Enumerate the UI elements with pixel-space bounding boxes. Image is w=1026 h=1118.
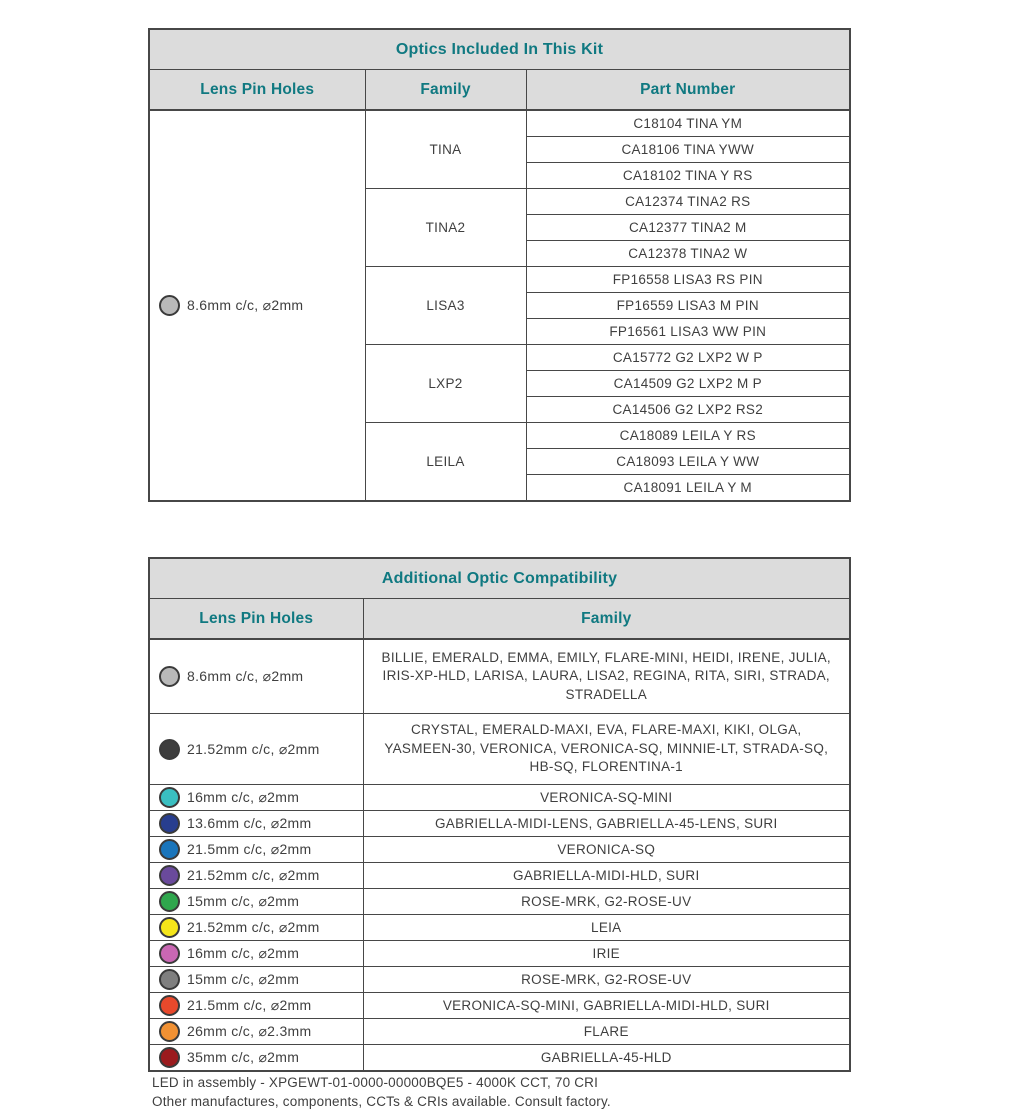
lens-color-swatch-icon: [159, 666, 180, 687]
footer-note-consult-factory: Other manufactures, components, CCTs & CRIs available. Consult factory.: [152, 1094, 611, 1110]
part-number-cell: FP16559 LISA3 M PIN: [526, 293, 850, 319]
part-number-cell: CA18106 TINA YWW: [526, 137, 850, 163]
lens-pin-label: 8.6mm c/c, ⌀2mm: [187, 297, 304, 313]
lens-color-swatch-icon: [159, 739, 180, 760]
table-row: [149, 889, 850, 915]
family-cell: LISA3: [365, 267, 526, 345]
lens-pin-label: 16mm c/c, ⌀2mm: [187, 789, 300, 805]
table-row: [149, 811, 850, 837]
lens-pin-cell: [149, 837, 363, 863]
col-header-part-number: Part Number: [526, 70, 850, 111]
lens-pin-cell: [149, 863, 363, 889]
table-row: [149, 915, 850, 941]
part-number-cell: C18104 TINA YM: [526, 110, 850, 137]
part-number-cell: CA18091 LEILA Y M: [526, 475, 850, 502]
table-row: [149, 599, 850, 640]
lens-color-swatch-icon: [159, 787, 180, 808]
lens-pin-cell: [149, 1019, 363, 1045]
family-list-cell: CRYSTAL, EMERALD-MAXI, EVA, FLARE-MAXI, KIKI, OLGA, YASMEEN-30, VERONICA, VERONICA-SQ, MINNIE-LT, STRADA-SQ, HB-SQ, FLORENTINA-1: [363, 714, 850, 785]
table-row: [149, 639, 850, 714]
lens-pin-cell: [149, 967, 363, 993]
family-list-cell: GABRIELLA-MIDI-LENS, GABRIELLA-45-LENS, SURI: [363, 811, 850, 837]
table-row: [149, 837, 850, 863]
lens-color-swatch-icon: [159, 995, 180, 1016]
table-row: [149, 558, 850, 599]
lens-pin-label: 35mm c/c, ⌀2mm: [187, 1049, 300, 1065]
family-list-cell: IRIE: [363, 941, 850, 967]
table-row: [149, 863, 850, 889]
table-row: [149, 714, 850, 785]
lens-pin-label: 26mm c/c, ⌀2.3mm: [187, 1023, 312, 1039]
lens-color-swatch-icon: [159, 865, 180, 886]
part-number-cell: FP16561 LISA3 WW PIN: [526, 319, 850, 345]
table-row: [149, 1019, 850, 1045]
lens-color-swatch-icon: [159, 917, 180, 938]
part-number-cell: CA12374 TINA2 RS: [526, 189, 850, 215]
lens-pin-cell: [149, 110, 365, 501]
table-row: [149, 967, 850, 993]
part-number-cell: CA12378 TINA2 W: [526, 241, 850, 267]
compat-table: [148, 557, 851, 1072]
col-header-lens-pin-holes: Lens Pin Holes: [149, 70, 365, 111]
lens-pin-label: 21.52mm c/c, ⌀2mm: [187, 919, 320, 935]
table-row: [149, 1045, 850, 1072]
lens-color-swatch-icon: [159, 839, 180, 860]
family-list-cell: VERONICA-SQ-MINI, GABRIELLA-MIDI-HLD, SURI: [363, 993, 850, 1019]
family-cell: LXP2: [365, 345, 526, 423]
lens-pin-cell: [149, 889, 363, 915]
part-number-cell: CA18102 TINA Y RS: [526, 163, 850, 189]
family-cell: TINA: [365, 110, 526, 189]
lens-pin-label: 8.6mm c/c, ⌀2mm: [187, 668, 304, 684]
table-row: [149, 70, 850, 111]
table-row: [149, 785, 850, 811]
lens-pin-cell: [149, 993, 363, 1019]
family-list-cell: GABRIELLA-MIDI-HLD, SURI: [363, 863, 850, 889]
lens-pin-label: 21.5mm c/c, ⌀2mm: [187, 997, 312, 1013]
family-list-cell: FLARE: [363, 1019, 850, 1045]
lens-color-swatch-icon: [159, 1047, 180, 1068]
compat-table-title: Additional Optic Compatibility: [149, 558, 850, 599]
part-number-cell: CA15772 G2 LXP2 W P: [526, 345, 850, 371]
lens-color-swatch-icon: [159, 813, 180, 834]
lens-pin-label: 21.5mm c/c, ⌀2mm: [187, 841, 312, 857]
lens-pin-label: 21.52mm c/c, ⌀2mm: [187, 867, 320, 883]
lens-color-swatch-icon: [159, 943, 180, 964]
lens-color-swatch-icon: [159, 295, 180, 316]
lens-pin-cell: [149, 639, 363, 714]
lens-pin-label: 13.6mm c/c, ⌀2mm: [187, 815, 312, 831]
family-list-cell: ROSE-MRK, G2-ROSE-UV: [363, 967, 850, 993]
col-header-family: Family: [363, 599, 850, 640]
table-row: [149, 941, 850, 967]
lens-color-swatch-icon: [159, 891, 180, 912]
lens-pin-label: 16mm c/c, ⌀2mm: [187, 945, 300, 961]
part-number-cell: CA18089 LEILA Y RS: [526, 423, 850, 449]
part-number-cell: CA14509 G2 LXP2 M P: [526, 371, 850, 397]
lens-pin-cell: [149, 714, 363, 785]
table-row: [149, 29, 850, 70]
lens-pin-cell: [149, 1045, 363, 1072]
lens-pin-cell: [149, 785, 363, 811]
family-cell: LEILA: [365, 423, 526, 502]
part-number-cell: CA12377 TINA2 M: [526, 215, 850, 241]
part-number-cell: CA18093 LEILA Y WW: [526, 449, 850, 475]
footer-notes: [152, 1073, 611, 1111]
kit-table: [148, 28, 851, 502]
table-row: [149, 993, 850, 1019]
footer-note-led-assembly: LED in assembly - XPGEWT-01-0000-00000BQE5 - 4000K CCT, 70 CRI: [152, 1075, 599, 1090]
lens-pin-label: 21.52mm c/c, ⌀2mm: [187, 740, 320, 757]
lens-pin-label: 15mm c/c, ⌀2mm: [187, 893, 300, 909]
lens-pin-label: 15mm c/c, ⌀2mm: [187, 971, 300, 987]
family-list-cell: VERONICA-SQ: [363, 837, 850, 863]
lens-pin-cell: [149, 915, 363, 941]
family-cell: TINA2: [365, 189, 526, 267]
col-header-lens-pin-holes: Lens Pin Holes: [149, 599, 363, 640]
family-list-cell: VERONICA-SQ-MINI: [363, 785, 850, 811]
lens-pin-cell: [149, 811, 363, 837]
family-list-cell: ROSE-MRK, G2-ROSE-UV: [363, 889, 850, 915]
lens-color-swatch-icon: [159, 1021, 180, 1042]
lens-pin-cell: [149, 941, 363, 967]
col-header-family: Family: [365, 70, 526, 111]
lens-color-swatch-icon: [159, 969, 180, 990]
table-row: [149, 110, 850, 137]
family-list-cell: LEIA: [363, 915, 850, 941]
family-list-cell: BILLIE, EMERALD, EMMA, EMILY, FLARE-MINI, HEIDI, IRENE, JULIA, IRIS-XP-HLD, LARISA, LAURA, LISA2, REGINA, RITA, SIRI, STRADA, STRADELLA: [363, 639, 850, 714]
kit-table-title: Optics Included In This Kit: [149, 29, 850, 70]
part-number-cell: CA14506 G2 LXP2 RS2: [526, 397, 850, 423]
family-list-cell: GABRIELLA-45-HLD: [363, 1045, 850, 1072]
part-number-cell: FP16558 LISA3 RS PIN: [526, 267, 850, 293]
